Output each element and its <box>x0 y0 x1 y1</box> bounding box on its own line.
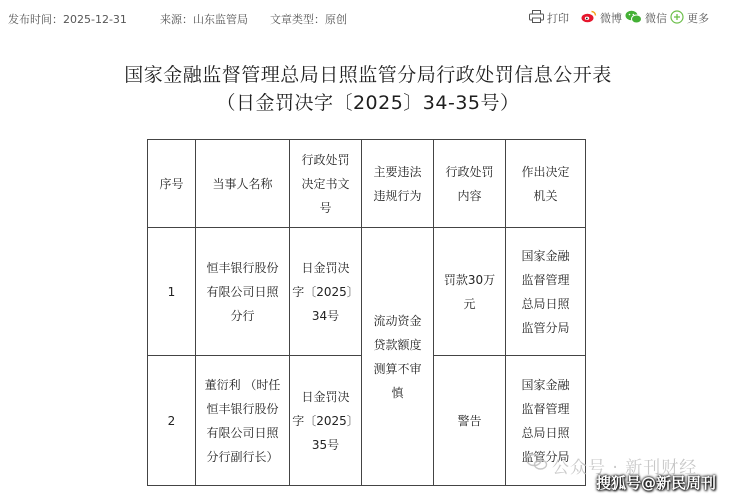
printer-icon <box>529 10 547 26</box>
weibo-label: 微博 <box>600 12 622 25</box>
sohu-watermark: 搜狐号@新民周刊 <box>596 474 717 492</box>
row2-seq: 2 <box>167 413 176 428</box>
header-penalty: 行政处罚 内容 <box>445 164 494 203</box>
page-title-line1: 国家金融监督管理总局日照监管分局行政处罚信息公开表 <box>124 64 612 86</box>
wechat-label: 微信 <box>645 12 667 25</box>
print-button[interactable] <box>529 10 569 26</box>
merged-violation-cell: 流动资金 贷款额度 测算不审 慎 <box>373 313 422 400</box>
header-seq: 序号 <box>159 176 184 191</box>
row2-penalty: 警告 <box>457 413 482 428</box>
wechat-share-button[interactable] <box>625 10 667 26</box>
weibo-share-button[interactable] <box>581 10 622 26</box>
row2-authority: 国家金融 监督管理 总局日照 监管分局 <box>521 377 570 464</box>
table-border-right <box>585 139 586 486</box>
row1-seq: 1 <box>167 284 176 299</box>
source-label: 来源：山东监管局 <box>160 13 248 26</box>
plus-circle-icon <box>670 10 687 27</box>
row1-penalty: 罚款30万 元 <box>443 272 496 311</box>
row2-party: 董衍利 （时任 恒丰银行股份 有限公司日照 分行副行长） <box>204 377 281 464</box>
header-authority: 作出决定 机关 <box>521 164 570 203</box>
row1-party: 恒丰银行股份 有限公司日照 分行 <box>206 260 279 323</box>
more-share-button[interactable] <box>670 10 709 26</box>
row1-doc-no: 日金罚决 字〔2025〕 34号 <box>292 260 359 323</box>
wechat-watermark-icon <box>526 453 548 476</box>
more-label: 更多 <box>687 12 709 25</box>
header-doc-no: 行政处罚 决定书文 号 <box>301 152 350 215</box>
weibo-icon <box>581 10 600 26</box>
article-type-label: 文章类型：原创 <box>270 13 347 26</box>
article-meta-bar <box>0 0 736 36</box>
public-account-watermark-text: 公众号 · 新刊财经 <box>552 458 698 478</box>
row1-authority: 国家金融 监督管理 总局日照 监管分局 <box>521 248 570 335</box>
print-label: 打印 <box>547 12 569 25</box>
header-party: 当事人名称 <box>212 176 273 191</box>
wechat-icon <box>625 10 645 27</box>
table-border-bottom <box>147 485 586 486</box>
publish-time: 发布时间：2025-12-31 <box>8 13 127 26</box>
page-title-line2: （日金罚决字〔2025〕34-35号） <box>216 92 520 114</box>
row2-doc-no: 日金罚决 字〔2025〕 35号 <box>292 389 359 452</box>
header-violation: 主要违法 违规行为 <box>373 164 422 203</box>
